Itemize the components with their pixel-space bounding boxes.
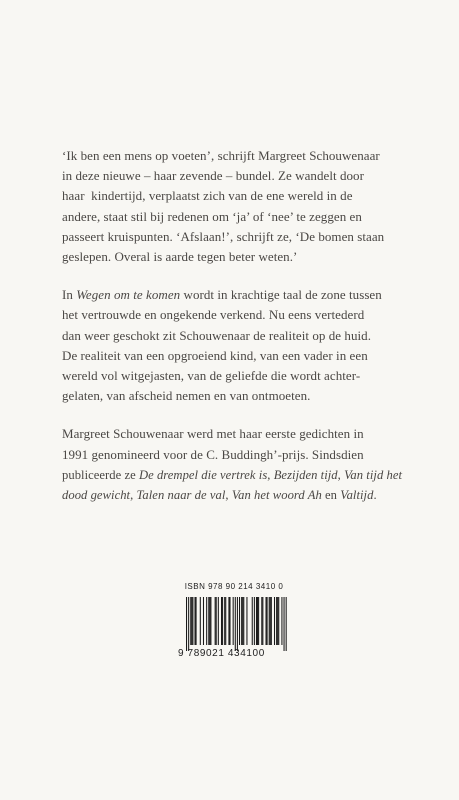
text-fragment: ,: [225, 488, 232, 503]
barcode-bar: [241, 597, 242, 645]
barcode-bar: [261, 597, 262, 645]
text-fragment: In: [62, 287, 77, 303]
isbn-label: ISBN 978 90 214 3410 0: [184, 582, 284, 591]
book-title: Van het woord Ah: [231, 488, 322, 503]
barcode-bar: [200, 597, 201, 645]
barcode-bar: [224, 597, 225, 645]
text-line: [62, 285, 407, 305]
barcode-bar: [270, 597, 271, 645]
text-fragment: ,: [337, 467, 345, 482]
text-line: geslepen. Overal is aarde tegen beter weten.’: [62, 249, 298, 265]
barcode-bar: [257, 597, 258, 645]
barcode-bar: [210, 597, 211, 645]
barcode-image: [178, 597, 290, 657]
barcode-bar: [277, 597, 278, 645]
barcode-bar: [267, 597, 268, 645]
text-fragment: ,: [130, 488, 137, 503]
barcode-bar: [194, 597, 195, 645]
barcode-bar: [222, 597, 223, 645]
barcode-bar: [254, 597, 255, 645]
text-line: [62, 465, 407, 485]
barcode-bar: [196, 597, 197, 645]
text-fragment: .: [373, 488, 377, 503]
book-title: Wegen om te komen: [76, 287, 181, 303]
text-line: in deze nieuwe – haar zevende – bundel. Ze wandelt door: [62, 168, 364, 184]
barcode-bar: [206, 597, 207, 645]
barcode-bar: [235, 597, 236, 651]
barcode-bar: [256, 597, 257, 645]
barcode-bar: [269, 597, 270, 645]
barcode-bar: [233, 597, 234, 645]
barcode-bar: [225, 597, 226, 645]
text-line: andere, staat stil bij redenen om ‘ja’ of ‘nee’ te zeggen en: [62, 208, 362, 224]
text-line: gelaten, van afscheid nemen en van ontmoeten.: [62, 388, 311, 404]
book-title: Valtijd: [340, 488, 374, 503]
barcode-bar: [203, 597, 204, 645]
text-line: haar kindertijd, verplaatst zich van de ene wereld in de: [62, 188, 353, 204]
blurb-paragraph-1: [62, 146, 407, 267]
barcode-bar: [221, 597, 222, 645]
blurb-paragraph-2: [62, 285, 407, 406]
book-title: Van tijd het: [344, 467, 403, 482]
text-fragment: ,: [267, 467, 274, 482]
text-fragment: en: [321, 488, 341, 503]
barcode-bar: [209, 597, 210, 645]
barcode-bar: [278, 597, 279, 645]
text-line: het vertrouwde en ongekende verkend. Nu eens vertederd: [62, 307, 365, 323]
book-title: De drempel die vertrek is: [138, 467, 268, 482]
text-line: 1991 genomineerd voor de C. Buddingh’-prijs. Sindsdien: [62, 446, 364, 462]
barcode-bar: [243, 597, 244, 645]
text-line: [62, 485, 407, 505]
text-line: ‘Ik ben een mens op voeten’, schrijft Margreet Schouwenaar: [62, 148, 380, 163]
blurb-text: [62, 146, 407, 523]
barcode-bar: [215, 597, 216, 645]
barcode-bar: [276, 597, 277, 645]
barcode-bar: [266, 597, 267, 645]
barcode-bar: [286, 597, 287, 651]
barcode-bar: [242, 597, 243, 645]
barcode-bar: [208, 597, 209, 645]
barcode-bar: [258, 597, 259, 645]
book-title: dood gewicht: [62, 488, 131, 503]
text-line: Margreet Schouwenaar werd met haar eerste gedichten in: [62, 426, 364, 442]
book-title: Talen naar de val: [136, 488, 226, 503]
barcode-bar: [239, 597, 240, 645]
text-fragment: publiceerde ze: [62, 467, 139, 482]
barcode-bar: [192, 597, 193, 645]
barcode-bar: [252, 597, 253, 645]
barcode-bar: [218, 597, 219, 645]
barcode-bar: [271, 597, 272, 645]
barcode-bar: [191, 597, 192, 645]
barcode-bar: [190, 597, 191, 645]
book-title: Bezijden tijd: [273, 467, 338, 482]
barcode-bar: [237, 597, 238, 651]
barcode-bar: [188, 597, 189, 651]
text-line: De realiteit van een opgroeiend kind, van een vader in een: [62, 347, 368, 363]
barcode-bar: [246, 597, 247, 645]
blurb-paragraph-3: [62, 424, 407, 505]
barcode-bar: [284, 597, 285, 651]
isbn-barcode: [178, 582, 290, 657]
barcode-bar: [274, 597, 275, 645]
barcode-bar: [262, 597, 263, 645]
barcode-bar: [186, 597, 187, 651]
text-line: passeert kruispunten. ‘Afslaan!’, schrijft ze, ‘De bomen staan: [62, 228, 385, 244]
barcode-bar: [228, 597, 229, 645]
text-fragment: wordt in krachtige taal de zone tussen: [180, 287, 382, 303]
barcode-number: 9 789021 434100: [178, 648, 265, 657]
text-line: dan weer geschokt zit Schouwenaar de realiteit op de huid.: [62, 327, 372, 343]
text-line: wereld vol witgejasten, van de geliefde die wordt achter-: [62, 368, 361, 384]
barcode-bar: [229, 597, 230, 645]
barcode-bar: [281, 597, 282, 645]
barcode-bar: [216, 597, 217, 645]
